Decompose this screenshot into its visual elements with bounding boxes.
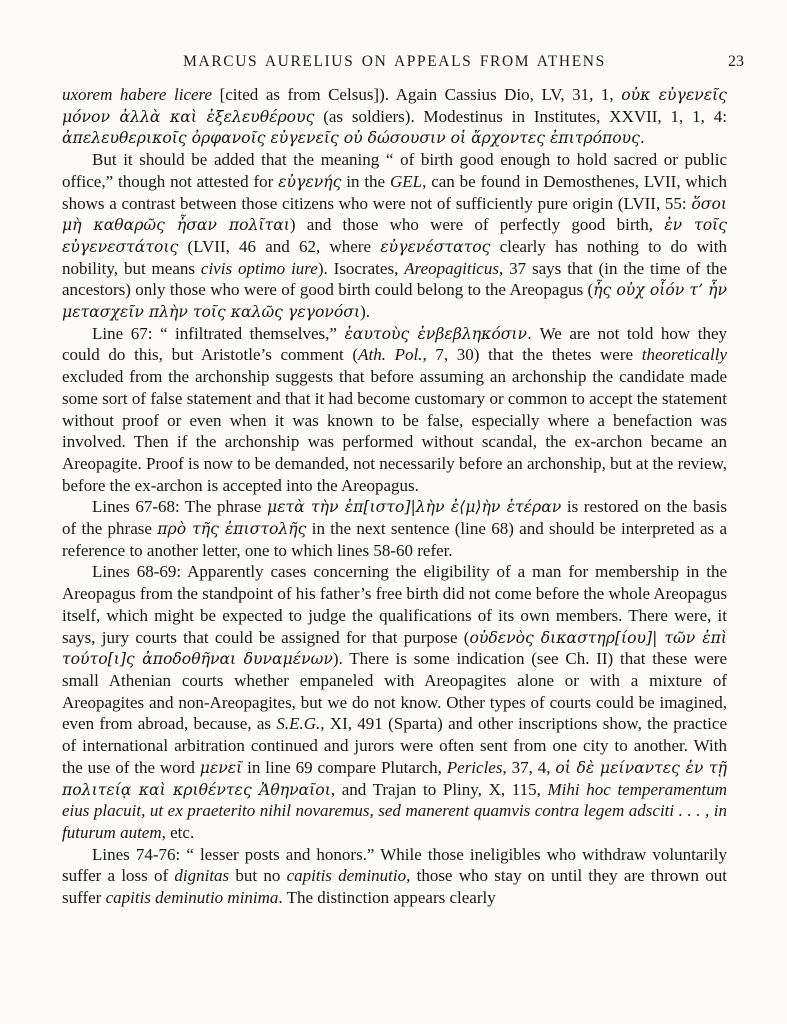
- italic-text: capitis deminutio minima: [105, 888, 279, 908]
- greek-text: ὅσοι μὴ καθαρῶς ἦσαν πολῖται: [62, 193, 727, 235]
- text-segment: but no: [229, 866, 287, 886]
- text-segment: ). There is some indication (see Ch. II) that these were small Athenian courts whether empaneled with Areopagites alone or with a mixture of Areopagites and non-Areopagites, but we do not know. Other types of courts could be imagined, even from abroad, because, as: [62, 649, 728, 734]
- page-title: MARCUS AURELIUS ON APPEALS FROM ATHENS: [183, 53, 606, 70]
- greek-text: μετὰ τὴν ἐπ[ιστο]|λὴν ἐ⟨μ⟩ὴν ἑτέραν: [266, 497, 562, 517]
- text-segment: ). Isocrates,: [317, 258, 405, 278]
- text-segment: in the: [341, 171, 390, 191]
- italic-text: dignitas: [174, 866, 230, 886]
- text-segment: . The distinction appears clearly: [278, 888, 496, 908]
- text-segment: , 7, 30) that the thetes were: [422, 345, 642, 365]
- text-segment: excluded from the archonship suggests that before assuming an archonship the candidate made some sort of false statement and that it had become customary or common to accept the statement without proof or even when it was known to be false, especially where a benefaction was involved. Then if the archonship was performed without scandal, the ex-archon became an Areopagite. Proof is now to be demanded, not necessarily before an archonship, but at the review, before the ex-archon is accepted into the Areopagus.: [62, 367, 727, 495]
- text-segment: We are not told how they could do this, but Aristotle’s comment (: [62, 323, 727, 365]
- text-segment: those who stay on until they are thrown out suffer: [62, 866, 727, 908]
- greek-text: ἧς οὐχ οἷόν τ’ ἦν μετασχεῖν πλὴν τοῖς καλῶς γεγονόσι: [62, 280, 728, 322]
- greek-text: ἐν τοῖς εὐγενεστάτοις: [62, 215, 727, 256]
- text-segment: in the next sentence (line 68) and should be interpreted as a reference to another letter, one to which lines 58-60 refer.: [62, 519, 727, 560]
- text-segment: [cited as from Celsus]). Again Cassius Dio, LV, 31, 1,: [212, 85, 622, 104]
- text-segment: , 37 says that (in the time of the ancestors) only those who were of good birth could belong to the Areopagus (: [62, 258, 727, 300]
- italic-text: S.E.G.: [276, 714, 321, 734]
- greek-text: εὐγενέστατος: [380, 236, 491, 256]
- text-segment: Line 67: “ infiltrated themselves,”: [92, 323, 345, 343]
- italic-text: Mihi hoc temperamentum eius placuit, ut ex praeterito nihil novaremus, sed manerent quamvis contra legem adsciti . . . , in futurum autem: [62, 779, 727, 842]
- text-segment: ).: [360, 302, 370, 322]
- running-header: [62, 53, 744, 75]
- greek-text: μενεῖ: [199, 757, 243, 777]
- paragraph: [62, 149, 727, 323]
- greek-text: οὐκ εὐγενεῖς μόνον ἀλλὰ καὶ ἐξελευθέρους: [62, 85, 727, 126]
- body-text: [62, 84, 727, 909]
- greek-text: οἱ δὲ μείναντες ἐν τῇ πολιτείᾳ καὶ κριθέντες Ἀθηναῖοι: [62, 757, 728, 799]
- text-segment: is restored on the basis of the phrase: [62, 497, 728, 539]
- greek-text: ἀπελευθερικοῖς ὀρφανοῖς εὐγενεῖς οὐ δώσουσιν οἱ ἄρχοντες ἐπιτρόπους.: [62, 128, 645, 148]
- italic-text: Ath. Pol.: [358, 345, 423, 365]
- greek-text: εὐγενής: [278, 171, 342, 191]
- text-segment: in line 69 compare Plutarch,: [242, 757, 447, 777]
- greek-text: ἑαυτοὺς ἐνβεβληκόσιν.: [344, 323, 533, 343]
- text-segment: Lines 67-68: The phrase: [92, 497, 267, 517]
- text-segment: , and Trajan to Pliny, X, 115,: [330, 779, 548, 799]
- text-segment: , can be found in Demosthenes, LVII, which shows a contrast between those citizens who were not of sufficiently pure origin (LVII, 55:: [62, 171, 727, 213]
- text-segment: clearly has nothing to do with nobility, but means: [62, 236, 727, 278]
- text-segment: (LVII, 46 and 62, where: [178, 236, 381, 256]
- italic-text: GEL: [389, 171, 423, 191]
- paragraph: [62, 84, 727, 149]
- paragraph: [62, 844, 727, 909]
- page-number: 23: [728, 53, 744, 70]
- text-segment: Lines 68-69: Apparently cases concerning the eligibility of a man for membership in the Areopagus from the standpoint of his father’s free birth did not come before the whole Areopagus itself, which might be expected to judge the qualifications of its own members. There were, it says, jury courts that could be assigned for that purpose (: [62, 562, 727, 647]
- paragraph: [62, 561, 727, 843]
- greek-text: πρὸ τῆς ἐπιστολῆς: [157, 519, 307, 539]
- italic-text: theoretically: [641, 345, 728, 365]
- italic-text: uxorem habere licere: [62, 85, 213, 104]
- text-segment: , etc.: [161, 822, 195, 842]
- text-segment: (as soldiers). Modestinus in Institutes, XXVII, 1, 1, 4:: [314, 106, 727, 126]
- text-segment: , 37, 4,: [502, 757, 556, 777]
- paragraph: [62, 496, 727, 561]
- italic-text: Pericles: [446, 757, 503, 777]
- italic-text: capitis deminutio,: [286, 866, 411, 886]
- greek-text: οὐδενὸς δικαστηρ[ίου]| τῶν ἐπὶ τούτο[ι]ς ἀποδοθῆναι δυναμένων: [62, 627, 727, 669]
- text-segment: Lines 74-76: “ lesser posts and honors.” While those ineligibles who withdraw voluntarily suffer a loss of: [62, 844, 727, 886]
- italic-text: civis optimo iure: [200, 258, 318, 278]
- text-segment: ) and those who were of perfectly good birth,: [289, 215, 665, 235]
- text-segment: , XI, 491 (Sparta) and other inscriptions show, the practice of international arbitration continued and jurors were often sent from one city to another. With the use of the word: [62, 714, 727, 777]
- italic-text: Areopagiticus: [404, 258, 499, 278]
- text-segment: But it should be added that the meaning “ of birth good enough to hold sacred or public office,” though not attested for: [62, 150, 727, 191]
- paragraph: [62, 323, 727, 497]
